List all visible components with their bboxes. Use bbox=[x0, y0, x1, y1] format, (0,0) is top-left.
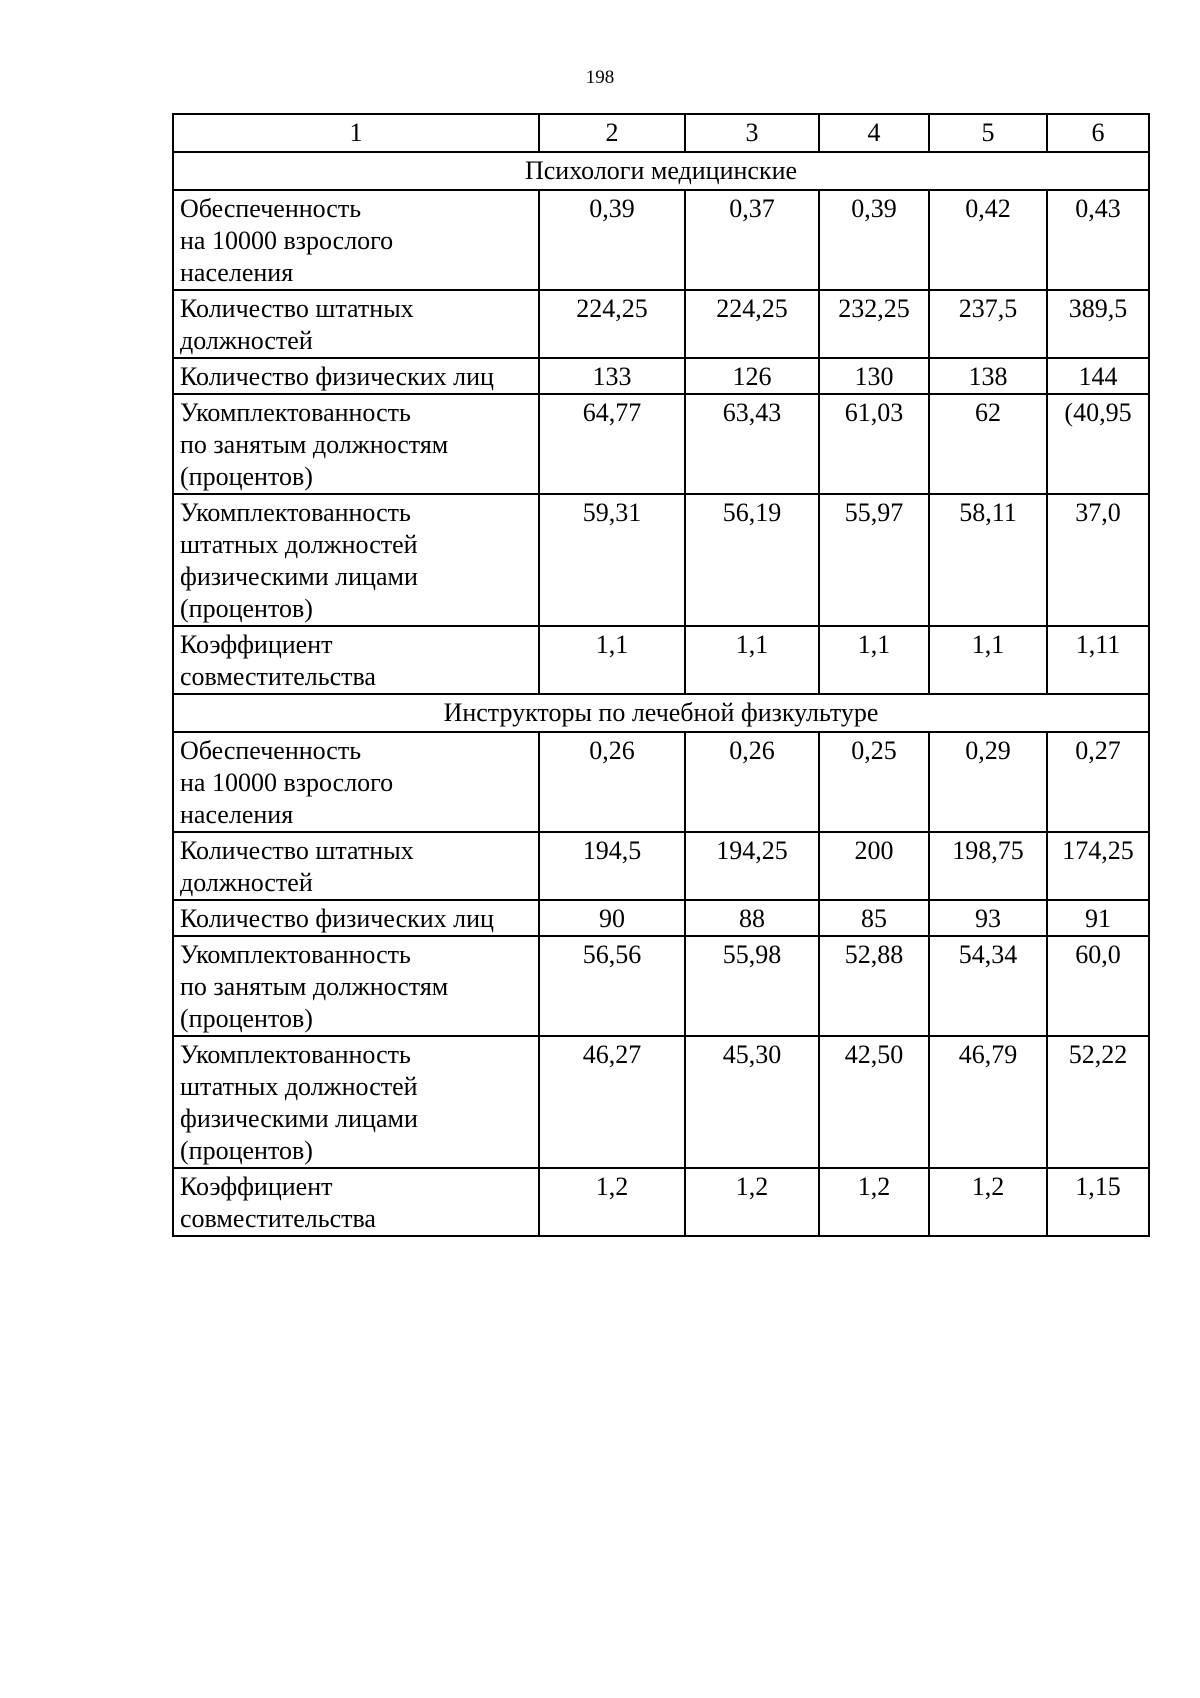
row-label: Обеспеченность на 10000 взрослого населения bbox=[173, 190, 539, 290]
row-label: Укомплектованность по занятым должностям (процентов) bbox=[173, 394, 539, 494]
table-cell: 224,25 bbox=[539, 290, 685, 358]
row-label: Укомплектованность по занятым должностям (процентов) bbox=[173, 936, 539, 1036]
column-header: 1 bbox=[173, 114, 539, 152]
table-cell: 1,11 bbox=[1047, 626, 1149, 694]
table-cell: 93 bbox=[929, 900, 1047, 936]
table-cell: 37,0 bbox=[1047, 494, 1149, 626]
table-cell: 1,2 bbox=[929, 1168, 1047, 1236]
row-label: Укомплектованность штатных должностей физическими лицами (процентов) bbox=[173, 1036, 539, 1168]
table-cell: 174,25 bbox=[1047, 832, 1149, 900]
table-row bbox=[173, 1036, 1149, 1168]
table-cell: 64,77 bbox=[539, 394, 685, 494]
table-cell: 0,39 bbox=[539, 190, 685, 290]
column-number-row bbox=[173, 114, 1149, 152]
table-cell: 138 bbox=[929, 358, 1047, 394]
table-cell: 144 bbox=[1047, 358, 1149, 394]
table-cell: 126 bbox=[685, 358, 819, 394]
table-cell: 54,34 bbox=[929, 936, 1047, 1036]
table-cell: 60,0 bbox=[1047, 936, 1149, 1036]
table-cell: 46,79 bbox=[929, 1036, 1047, 1168]
table-cell: 194,5 bbox=[539, 832, 685, 900]
section-title: Инструкторы по лечебной физкультуре bbox=[173, 694, 1149, 732]
table-cell: 1,2 bbox=[539, 1168, 685, 1236]
section-row bbox=[173, 694, 1149, 732]
table-cell: 194,25 bbox=[685, 832, 819, 900]
table-cell: 0,29 bbox=[929, 732, 1047, 832]
table-row bbox=[173, 494, 1149, 626]
table-row bbox=[173, 626, 1149, 694]
section-row bbox=[173, 152, 1149, 190]
table-cell: 63,43 bbox=[685, 394, 819, 494]
table-cell: 56,19 bbox=[685, 494, 819, 626]
table-cell: 237,5 bbox=[929, 290, 1047, 358]
table-cell: 59,31 bbox=[539, 494, 685, 626]
column-header: 2 bbox=[539, 114, 685, 152]
table-cell: 88 bbox=[685, 900, 819, 936]
row-label: Количество физических лиц bbox=[173, 900, 539, 936]
table-cell: 46,27 bbox=[539, 1036, 685, 1168]
table-cell: (40,95 bbox=[1047, 394, 1149, 494]
table-cell: 90 bbox=[539, 900, 685, 936]
table-cell: 1,1 bbox=[539, 626, 685, 694]
column-header: 4 bbox=[819, 114, 929, 152]
table-row bbox=[173, 900, 1149, 936]
row-label: Количество штатных должностей bbox=[173, 832, 539, 900]
table-row bbox=[173, 832, 1149, 900]
table-row bbox=[173, 732, 1149, 832]
table-cell: 58,11 bbox=[929, 494, 1047, 626]
table-cell: 61,03 bbox=[819, 394, 929, 494]
staffing-table bbox=[172, 113, 1150, 1237]
table-cell: 1,1 bbox=[819, 626, 929, 694]
table-cell: 0,42 bbox=[929, 190, 1047, 290]
table-cell: 0,37 bbox=[685, 190, 819, 290]
table-row bbox=[173, 394, 1149, 494]
table-cell: 1,2 bbox=[819, 1168, 929, 1236]
table-cell: 0,27 bbox=[1047, 732, 1149, 832]
table-row bbox=[173, 290, 1149, 358]
table-body bbox=[173, 114, 1149, 1236]
column-header: 3 bbox=[685, 114, 819, 152]
table-cell: 0,39 bbox=[819, 190, 929, 290]
table-cell: 1,1 bbox=[929, 626, 1047, 694]
row-label: Количество штатных должностей bbox=[173, 290, 539, 358]
table-cell: 0,26 bbox=[539, 732, 685, 832]
table-row bbox=[173, 190, 1149, 290]
table-cell: 232,25 bbox=[819, 290, 929, 358]
row-label: Обеспеченность на 10000 взрослого населения bbox=[173, 732, 539, 832]
table-cell: 55,97 bbox=[819, 494, 929, 626]
table-cell: 1,2 bbox=[685, 1168, 819, 1236]
table-cell: 1,1 bbox=[685, 626, 819, 694]
table-row bbox=[173, 358, 1149, 394]
row-label: Коэффициент совместительства bbox=[173, 626, 539, 694]
table-cell: 55,98 bbox=[685, 936, 819, 1036]
table-cell: 133 bbox=[539, 358, 685, 394]
row-label: Коэффициент совместительства bbox=[173, 1168, 539, 1236]
table-cell: 1,15 bbox=[1047, 1168, 1149, 1236]
table-cell: 56,56 bbox=[539, 936, 685, 1036]
table-cell: 52,22 bbox=[1047, 1036, 1149, 1168]
table-cell: 130 bbox=[819, 358, 929, 394]
table-row bbox=[173, 1168, 1149, 1236]
table-cell: 198,75 bbox=[929, 832, 1047, 900]
section-title: Психологи медицинские bbox=[173, 152, 1149, 190]
column-header: 6 bbox=[1047, 114, 1149, 152]
row-label: Количество физических лиц bbox=[173, 358, 539, 394]
table-cell: 62 bbox=[929, 394, 1047, 494]
table-cell: 200 bbox=[819, 832, 929, 900]
page-number: 198 bbox=[585, 67, 615, 88]
table-cell: 52,88 bbox=[819, 936, 929, 1036]
table-row bbox=[173, 936, 1149, 1036]
table-cell: 0,25 bbox=[819, 732, 929, 832]
table-cell: 85 bbox=[819, 900, 929, 936]
table-cell: 91 bbox=[1047, 900, 1149, 936]
column-header: 5 bbox=[929, 114, 1047, 152]
table-cell: 389,5 bbox=[1047, 290, 1149, 358]
table-cell: 0,26 bbox=[685, 732, 819, 832]
table-cell: 0,43 bbox=[1047, 190, 1149, 290]
table-cell: 45,30 bbox=[685, 1036, 819, 1168]
row-label: Укомплектованность штатных должностей физическими лицами (процентов) bbox=[173, 494, 539, 626]
table-cell: 42,50 bbox=[819, 1036, 929, 1168]
table-cell: 224,25 bbox=[685, 290, 819, 358]
